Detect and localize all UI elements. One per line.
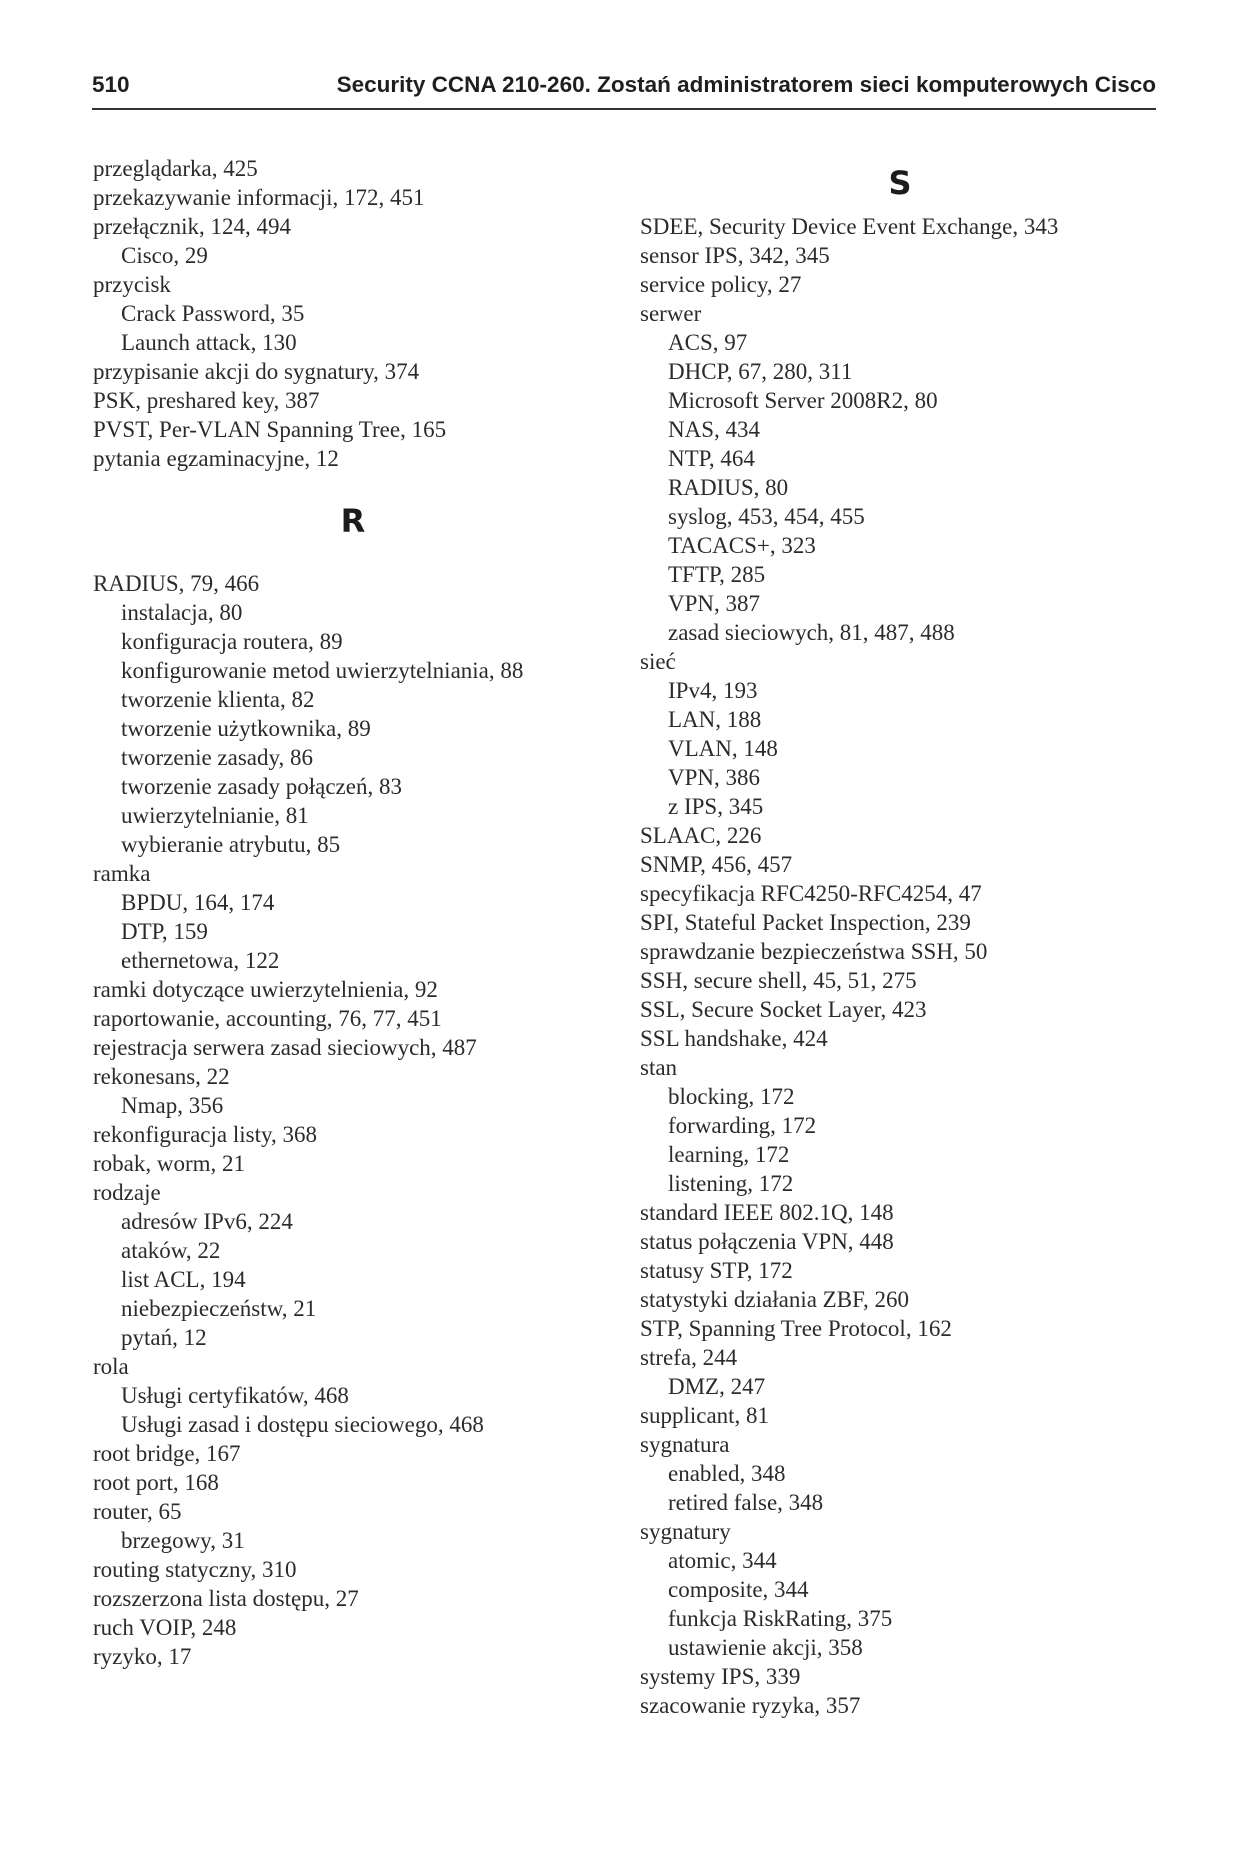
index-subentry: zasad sieciowych, 81, 487, 488 (668, 620, 955, 645)
index-subentry: niebezpieczeństw, 21 (121, 1296, 317, 1321)
index-subentry: Cisco, 29 (121, 243, 208, 268)
index-subentry: instalacja, 80 (121, 600, 243, 625)
index-entry: serwer (640, 301, 702, 326)
index-subentry: pytań, 12 (121, 1325, 207, 1350)
page-number: 510 (92, 72, 130, 97)
index-entry: root port, 168 (93, 1470, 219, 1495)
index-entry: przycisk (93, 272, 171, 297)
index-subentry: TACACS+, 323 (668, 533, 816, 558)
index-subentry: Usługi zasad i dostępu sieciowego, 468 (121, 1412, 484, 1437)
index-subentry: VLAN, 148 (668, 736, 778, 761)
index-subentry: z IPS, 345 (668, 794, 764, 819)
index-entry: status połączenia VPN, 448 (640, 1229, 894, 1254)
index-entry: robak, worm, 21 (93, 1151, 246, 1176)
index-subentry: VPN, 387 (668, 591, 761, 616)
index-subentry: konfigurowanie metod uwierzytelniania, 88 (121, 658, 524, 683)
index-entry: rodzaje (93, 1180, 161, 1205)
index-subentry: composite, 344 (668, 1577, 809, 1602)
index-entry: raportowanie, accounting, 76, 77, 451 (93, 1006, 442, 1031)
index-entry: systemy IPS, 339 (640, 1664, 801, 1689)
index-subentry: LAN, 188 (668, 707, 762, 732)
index-entry: szacowanie ryzyka, 357 (640, 1693, 861, 1718)
index-subentry: TFTP, 285 (668, 562, 766, 587)
index-entry: router, 65 (93, 1499, 182, 1524)
index-column-left (93, 154, 613, 1671)
index-subentry: DHCP, 67, 280, 311 (668, 359, 853, 384)
index-entry: rekonesans, 22 (93, 1064, 230, 1089)
index-entry: STP, Spanning Tree Protocol, 162 (640, 1316, 952, 1341)
index-subentry: wybieranie atrybutu, 85 (121, 832, 341, 857)
index-entry: SSH, secure shell, 45, 51, 275 (640, 968, 917, 993)
index-entry: ramka (93, 861, 151, 886)
index-entry: SDEE, Security Device Event Exchange, 343 (640, 214, 1059, 239)
index-subentry: ethernetowa, 122 (121, 948, 280, 973)
index-entry: statusy STP, 172 (640, 1258, 793, 1283)
index-entry: root bridge, 167 (93, 1441, 241, 1466)
index-subentry: forwarding, 172 (668, 1113, 817, 1138)
index-subentry: BPDU, 164, 174 (121, 890, 275, 915)
index-entry: routing statyczny, 310 (93, 1557, 297, 1582)
index-entry: standard IEEE 802.1Q, 148 (640, 1200, 894, 1225)
index-entry: pytania egzaminacyjne, 12 (93, 446, 339, 471)
index-subentry: Crack Password, 35 (121, 301, 305, 326)
index-entry: sprawdzanie bezpieczeństwa SSH, 50 (640, 939, 988, 964)
index-subentry: Usługi certyfikatów, 468 (121, 1383, 349, 1408)
index-entry: specyfikacja RFC4250-RFC4254, 47 (640, 881, 982, 906)
index-subentry: tworzenie zasady połączeń, 83 (121, 774, 402, 799)
index-entry: przełącznik, 124, 494 (93, 214, 291, 239)
index-subentry: Microsoft Server 2008R2, 80 (668, 388, 938, 413)
index-entry: rozszerzona lista dostępu, 27 (93, 1586, 359, 1611)
index-subentry: listening, 172 (668, 1171, 794, 1196)
index-entry: service policy, 27 (640, 272, 802, 297)
index-entry: statystyki działania ZBF, 260 (640, 1287, 910, 1312)
index-entry: sygnatura (640, 1432, 730, 1457)
index-subentry: Nmap, 356 (121, 1093, 224, 1118)
index-subentry: tworzenie zasady, 86 (121, 745, 314, 770)
index-subentry: uwierzytelnianie, 81 (121, 803, 309, 828)
index-entry: sensor IPS, 342, 345 (640, 243, 830, 268)
index-entry: ruch VOIP, 248 (93, 1615, 237, 1640)
index-entry: rejestracja serwera zasad sieciowych, 487 (93, 1035, 477, 1060)
index-subentry: atomic, 344 (668, 1548, 777, 1573)
index-subentry: tworzenie klienta, 82 (121, 687, 315, 712)
index-subentry: adresów IPv6, 224 (121, 1209, 293, 1234)
index-subentry: VPN, 386 (668, 765, 761, 790)
section-letter: R (340, 502, 366, 540)
index-entry: SNMP, 456, 457 (640, 852, 793, 877)
index-column-right (640, 154, 1160, 1720)
index-subentry: enabled, 348 (668, 1461, 786, 1486)
index-entry: SPI, Stateful Packet Inspection, 239 (640, 910, 971, 935)
index-entry: RADIUS, 79, 466 (93, 571, 260, 596)
index-subentry: NTP, 464 (668, 446, 755, 471)
index-entry: PSK, preshared key, 387 (93, 388, 320, 413)
index-entry: sygnatury (640, 1519, 731, 1544)
index-subentry: retired false, 348 (668, 1490, 824, 1515)
index-subentry: konfiguracja routera, 89 (121, 629, 343, 654)
index-subentry: ustawienie akcji, 358 (668, 1635, 863, 1660)
index-subentry: ataków, 22 (121, 1238, 221, 1263)
index-subentry: NAS, 434 (668, 417, 761, 442)
header-rule (92, 108, 1156, 110)
index-entry: strefa, 244 (640, 1345, 738, 1370)
index-subentry: syslog, 453, 454, 455 (668, 504, 865, 529)
index-subentry: RADIUS, 80 (668, 475, 789, 500)
index-entry: przekazywanie informacji, 172, 451 (93, 185, 425, 210)
index-subentry: tworzenie użytkownika, 89 (121, 716, 371, 741)
index-subentry: blocking, 172 (668, 1084, 795, 1109)
index-entry: przeglądarka, 425 (93, 156, 258, 181)
running-header (92, 72, 1156, 106)
index-entry: przypisanie akcji do sygnatury, 374 (93, 359, 420, 384)
index-entry: PVST, Per-VLAN Spanning Tree, 165 (93, 417, 447, 442)
index-entry: rekonfiguracja listy, 368 (93, 1122, 317, 1147)
index-entry: stan (640, 1055, 678, 1080)
index-subentry: funkcja RiskRating, 375 (668, 1606, 893, 1631)
index-subentry: ACS, 97 (668, 330, 748, 355)
index-entry: SLAAC, 226 (640, 823, 762, 848)
index-entry: rola (93, 1354, 129, 1379)
index-entry: ryzyko, 17 (93, 1644, 192, 1669)
book-title: Security CCNA 210-260. Zostań administratorem sieci komputerowych Cisco (336, 72, 1156, 97)
index-entry: ramki dotyczące uwierzytelnienia, 92 (93, 977, 438, 1002)
index-subentry: DTP, 159 (121, 919, 208, 944)
index-subentry: learning, 172 (668, 1142, 790, 1167)
index-subentry: Launch attack, 130 (121, 330, 297, 355)
index-subentry: IPv4, 193 (668, 678, 758, 703)
index-subentry: DMZ, 247 (668, 1374, 766, 1399)
index-entry: supplicant, 81 (640, 1403, 770, 1428)
index-entry: SSL handshake, 424 (640, 1026, 828, 1051)
index-entry: sieć (640, 649, 676, 674)
index-subentry: brzegowy, 31 (121, 1528, 245, 1553)
index-subentry: list ACL, 194 (121, 1267, 246, 1292)
section-letter: S (888, 164, 912, 202)
index-entry: SSL, Secure Socket Layer, 423 (640, 997, 927, 1022)
